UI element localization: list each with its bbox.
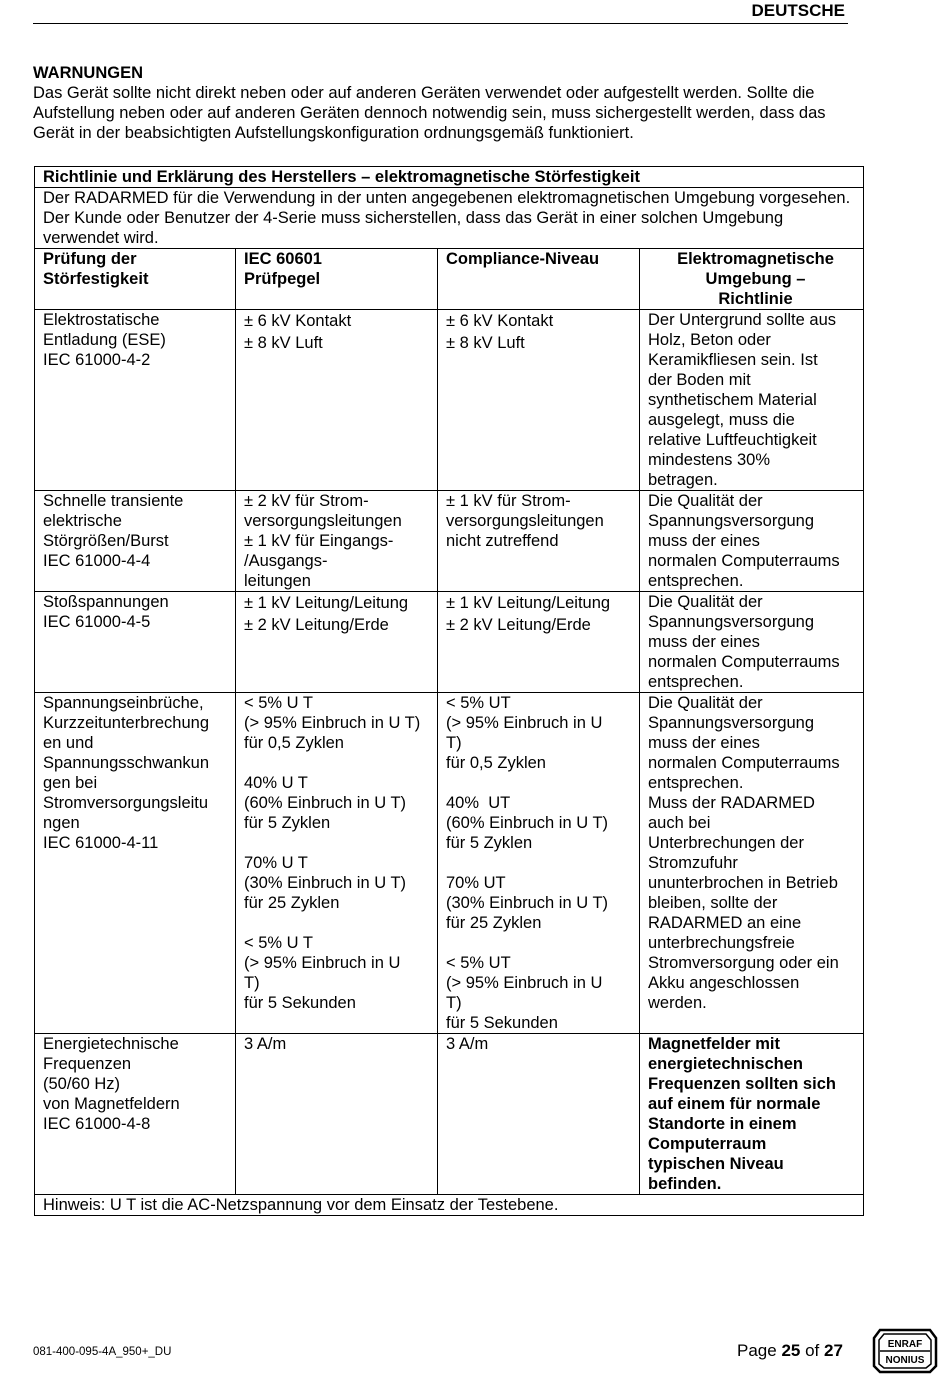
cell-level [236,693,438,1034]
cell-line: für 25 Zyklen [244,894,340,912]
cell-line: Prüfung der [43,250,137,268]
table-row [35,592,864,693]
cell-line: ± 1 kV für Eingangs- [244,532,394,550]
cell-line: Holz, Beton oder [648,331,771,349]
cell-line: normalen Computerraums [648,653,840,671]
header-level [236,249,438,310]
cell-line: ± 1 kV Leitung/Leitung [244,594,409,612]
table-header-row [35,249,864,310]
page-total: 27 [824,1341,843,1360]
table-note-row [35,1195,864,1216]
cell-environment [640,310,864,491]
cell-line: Magnetfelder mit [648,1035,781,1053]
cell-level [236,310,438,491]
cell-level [236,592,438,693]
cell-line: gen bei [43,774,98,792]
cell-line: Die Qualität der [648,593,763,611]
cell-line: versorgungsleitungen [244,512,402,530]
cell-line: versorgungsleitungen [446,512,604,530]
cell-line: Entladung (ESE) [43,331,166,349]
cell-line: synthetischem Material [648,391,817,409]
header-divider [33,23,848,24]
cell-line: für 5 Zyklen [244,814,331,832]
cell-line: normalen Computerraums [648,552,840,570]
cell-line: Standorte in einem [648,1115,797,1133]
cell-line: Muss der RADARMED [648,794,815,812]
cell-line: für 0,5 Zyklen [446,754,546,772]
cell-line: Störgrößen/Burst [43,532,169,550]
page-prefix: Page [737,1341,777,1360]
warnings-title: WARNUNGEN [33,64,143,82]
cell-line: für 5 Sekunden [244,994,356,1012]
enraf-nonius-logo [872,1326,938,1375]
cell-line: Stromzufuhr [648,854,738,872]
cell-line: Kurzzeitunterbrechung [43,714,210,732]
cell-line: Prüfpegel [244,270,321,288]
cell-line: normalen Computerraums [648,754,840,772]
cell-line: Stromversorgungsleitu [43,794,209,812]
cell-level [236,491,438,592]
cell-line: Umgebung – [705,270,806,288]
cell-line: Compliance-Niveau [446,250,600,268]
cell-line: Spannungsversorgung [648,613,815,631]
cell-line: Störfestigkeit [43,270,149,288]
cell-line: entsprechen. [648,673,744,691]
cell-line: Der Untergrund sollte aus [648,311,837,329]
cell-line: Frequenzen [43,1055,132,1073]
cell-level [236,1034,438,1195]
cell-line: IEC 61000-4-2 [43,351,151,369]
cell-line: Spannungsversorgung [648,714,815,732]
cell-compliance [438,1034,640,1195]
cell-line: (30% Einbruch in U T) [446,894,609,912]
table-intro-row [35,188,864,249]
cell-line: Spannungsversorgung [648,512,815,530]
table-title: Richtlinie und Erklärung des Herstellers – elektromagnetische Störfestigkeit [35,167,864,188]
cell-line: (> 95% Einbruch in U [244,954,401,972]
cell-line: (60% Einbruch in U T) [446,814,609,832]
cell-line: ± 1 kV Leitung/Leitung [446,594,611,612]
cell-line: T) [446,994,462,1012]
cell-line [244,833,437,853]
cell-line: auch bei [648,814,711,832]
cell-line: Elektromagnetische [677,250,834,268]
cell-line: Spannungsschwankun [43,754,210,772]
cell-line: muss der eines [648,734,760,752]
document-number: 081-400-095-4A_950+_DU [33,1346,172,1358]
cell-test [35,1034,236,1195]
cell-line: muss der eines [648,532,760,550]
header-compliance [438,249,640,310]
cell-line: für 25 Zyklen [446,914,542,932]
cell-line: (> 95% Einbruch in U T) [244,714,421,732]
cell-line: ± 8 kV Luft [446,334,525,352]
cell-environment [640,491,864,592]
warnings-section [33,63,853,143]
cell-compliance [438,693,640,1034]
cell-line: Spannungseinbrüche, [43,694,204,712]
cell-line: Schnelle transiente [43,492,184,510]
cell-line: betragen. [648,471,718,489]
cell-line: entsprechen. [648,774,744,792]
cell-line: ununterbrochen in Betrieb [648,874,838,892]
cell-line: energietechnischen [648,1055,803,1073]
cell-line: Computerraum [648,1135,767,1153]
cell-line: muss der eines [648,633,760,651]
header-language: DEUTSCHE [751,1,845,20]
table-row [35,491,864,592]
cell-line [446,773,639,793]
header-test [35,249,236,310]
cell-line: leitungen [244,572,311,590]
cell-line: für 5 Sekunden [446,1014,558,1032]
cell-line: /Ausgangs- [244,552,328,570]
cell-line: Stoßspannungen [43,593,169,611]
cell-test [35,310,236,491]
cell-line: 40% U T [244,774,308,792]
cell-line: ± 2 kV Leitung/Erde [244,616,389,634]
cell-test [35,693,236,1034]
cell-line: mindestens 30% [648,451,770,469]
cell-line [244,753,437,773]
cell-line: Die Qualität der [648,694,763,712]
cell-line: typischen Niveau [648,1155,784,1173]
cell-line: ± 6 kV Kontakt [244,312,352,330]
cell-environment [640,1034,864,1195]
cell-line: ± 8 kV Luft [244,334,323,352]
cell-line: Richtlinie [718,290,793,308]
cell-compliance [438,592,640,693]
cell-line: ngen [43,814,80,832]
cell-line: Elektrostatische [43,311,160,329]
cell-line: ± 6 kV Kontakt [446,312,554,330]
cell-line: RADARMED an eine [648,914,802,932]
cell-line: von Magnetfeldern [43,1095,180,1113]
cell-line: Frequenzen sollten sich [648,1075,836,1093]
cell-line: Keramikfliesen sein. Ist [648,351,818,369]
cell-compliance [438,491,640,592]
cell-line: elektrische [43,512,122,530]
emc-immunity-table [34,166,864,1216]
cell-line: entsprechen. [648,572,744,590]
cell-line: < 5% UT [446,954,511,972]
cell-line [244,913,437,933]
cell-line: T) [244,974,260,992]
table-note: Hinweis: U T ist die AC-Netzspannung vor dem Einsatz der Testebene. [35,1195,864,1216]
cell-line: der Boden mit [648,371,751,389]
cell-line: befinden. [648,1175,722,1193]
page-indicator [737,1341,843,1361]
cell-line: Stromversorgung oder ein [648,954,839,972]
cell-line: 40% UT [446,794,511,812]
cell-line: (60% Einbruch in U T) [244,794,407,812]
cell-line: ± 2 kV Leitung/Erde [446,616,591,634]
cell-line: IEC 61000-4-5 [43,613,151,631]
table-row [35,1034,864,1195]
table-row [35,310,864,491]
page-number: 25 [781,1341,801,1360]
cell-line: ± 1 kV für Strom- [446,492,571,510]
cell-line: (> 95% Einbruch in U [446,974,603,992]
table-row [35,693,864,1034]
cell-line: Energietechnische [43,1035,179,1053]
logo-text-bottom: NONIUS [885,1355,925,1366]
cell-environment [640,592,864,693]
cell-line: T) [446,734,462,752]
cell-line: unterbrechungsfreie [648,934,795,952]
cell-line: für 0,5 Zyklen [244,734,344,752]
cell-line: ausgelegt, muss die [648,411,795,429]
cell-line: Die Qualität der [648,492,763,510]
logo-text-top: ENRAF [887,1339,923,1350]
table-title-row [35,167,864,188]
table-intro: Der RADARMED für die Verwendung in der unten angegebenen elektromagnetischen Umgebung vorgesehen. Der Kunde oder Benutzer der 4-Serie muss sicherstellen, dass das Gerät in einer solchen Umgebung verwendet wird. [35,188,864,249]
cell-line [446,853,639,873]
cell-line: Akku angeschlossen [648,974,800,992]
cell-line: nicht zutreffend [446,532,559,550]
cell-test [35,491,236,592]
cell-line: Unterbrechungen der [648,834,804,852]
cell-line: en und [43,734,94,752]
warnings-text: Das Gerät sollte nicht direkt neben oder auf anderen Geräten verwendet oder aufgestellt werden. Sollte die Aufstellung neben oder auf anderen Geräten dennoch notwendig sein, muss sichergestellt werden, dass das Gerät in der beabsichtigten Aufstellungskonfiguration ordnungsgemäß funktioniert. [33,84,826,142]
cell-line: werden. [648,994,707,1012]
cell-line: (> 95% Einbruch in U [446,714,603,732]
cell-line: < 5% U T [244,694,313,712]
cell-line: IEC 61000-4-8 [43,1115,151,1133]
cell-line: 3 A/m [244,1035,287,1053]
cell-line: 70% U T [244,854,308,872]
cell-test [35,592,236,693]
cell-line: IEC 61000-4-4 [43,552,151,570]
cell-line: ± 2 kV für Strom- [244,492,369,510]
cell-compliance [438,310,640,491]
cell-line: (50/60 Hz) [43,1075,121,1093]
cell-line: IEC 60601 [244,250,322,268]
cell-line: IEC 61000-4-11 [43,834,159,852]
page-mid: of [805,1341,820,1360]
cell-line: < 5% UT [446,694,511,712]
cell-line: auf einem für normale [648,1095,821,1113]
cell-environment [640,693,864,1034]
cell-line: 70% UT [446,874,506,892]
cell-line: relative Luftfeuchtigkeit [648,431,817,449]
cell-line: (30% Einbruch in U T) [244,874,407,892]
cell-line: für 5 Zyklen [446,834,533,852]
header-environment [640,249,864,310]
cell-line: 3 A/m [446,1035,489,1053]
cell-line [446,933,639,953]
cell-line: bleiben, sollte der [648,894,778,912]
cell-line: < 5% U T [244,934,313,952]
